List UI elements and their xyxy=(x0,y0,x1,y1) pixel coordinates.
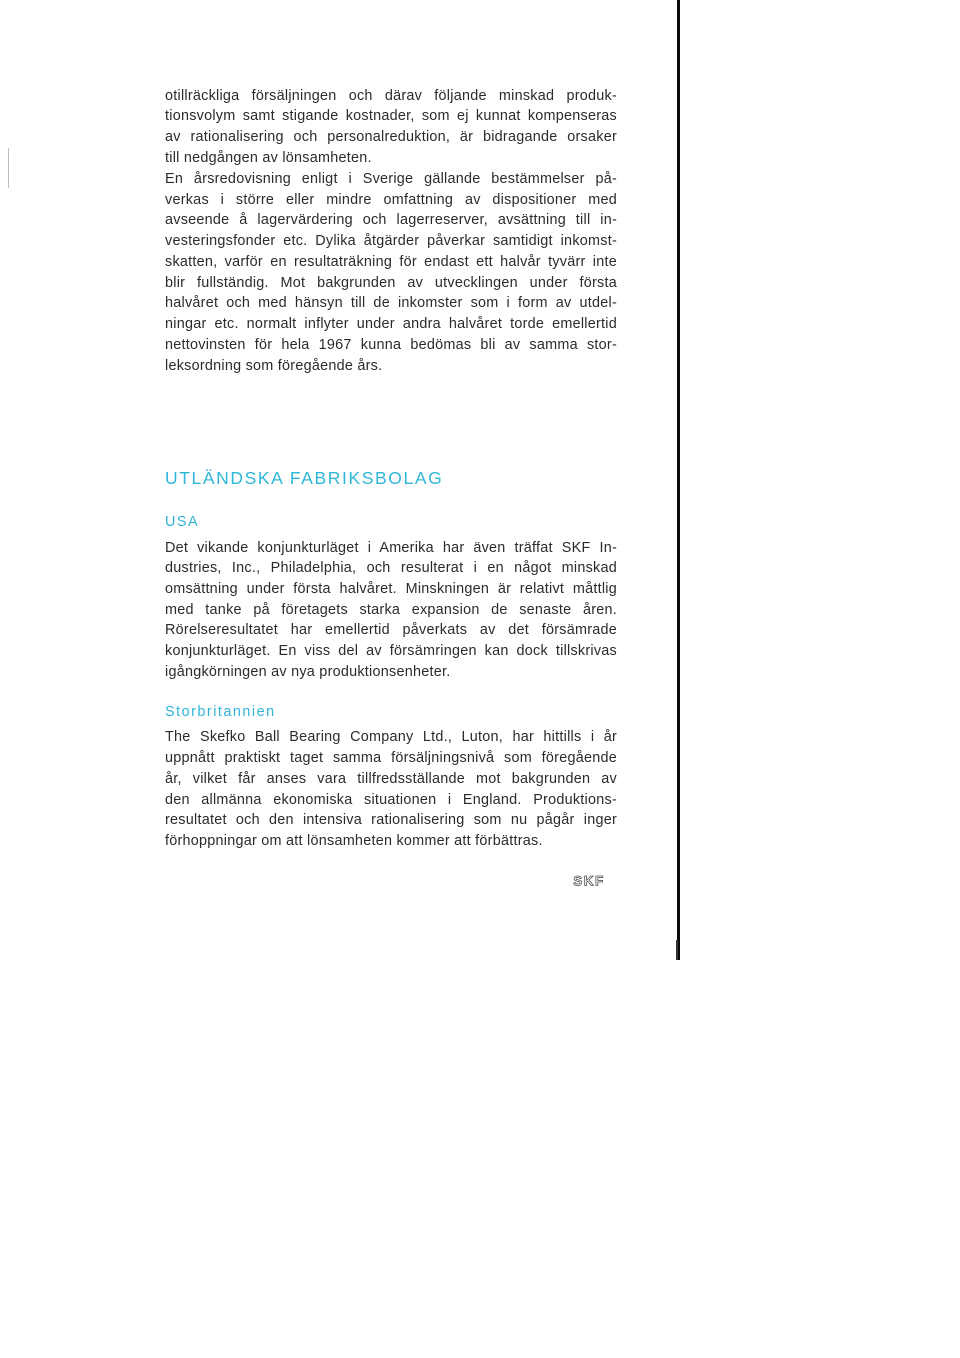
text-line: halvåret och med hänsyn till de inkomster som i form av utdel- xyxy=(165,295,617,311)
text-line: verkas i större eller mindre omfattning av dispositioner med xyxy=(165,192,617,208)
text-line: blir fullständig. Mot bakgrunden av utvecklingen under första xyxy=(165,275,617,291)
text-line: av rationalisering och personalreduktion, är bidragande orsaker xyxy=(165,129,617,145)
text-line: avseende å lagervärdering och lagerreserver, avsättning till in- xyxy=(165,212,617,228)
text-line: leksordning som föregående års. xyxy=(165,358,383,374)
text-line: skatten, varför en resultaträkning för endast ett halvår tyvärr inte xyxy=(165,254,617,270)
text-line: En årsredovisning enligt i Sverige gällande bestämmelser på- xyxy=(165,171,617,187)
skf-logo-text: SKF xyxy=(573,873,605,888)
subheading-usa: USA xyxy=(165,514,200,530)
text-line: ningar etc. normalt inflyter under andra halvåret torde emellertid xyxy=(165,316,617,332)
text-line: The Skefko Ball Bearing Company Ltd., Luton, har hittills i år xyxy=(165,729,617,745)
section-heading: UTLÄNDSKA FABRIKSBOLAG xyxy=(165,468,444,488)
text-line: otillräckliga försäljningen och därav följande minskad produk- xyxy=(165,88,617,104)
text-line: tionsvolym samt stigande kostnader, som ej kunnat kompenseras xyxy=(165,108,617,124)
scan-margin-mark xyxy=(8,148,9,188)
text-line: omsättning under första halvåret. Minskningen är relativt måttlig xyxy=(165,581,617,597)
fold-line xyxy=(677,0,680,960)
subheading-storbritannien: Storbritannien xyxy=(165,704,276,720)
text-line: igångkörningen av nya produktionsenheter. xyxy=(165,664,451,680)
text-line: konjunkturläget. En viss del av försämringen kan dock tillskrivas xyxy=(165,643,617,659)
text-line: till nedgången av lönsamheten. xyxy=(165,150,372,166)
text-line: Det vikande konjunkturläget i Amerika har även träffat SKF In- xyxy=(165,540,617,556)
text-line: förhoppningar om att lönsamheten kommer att förbättras. xyxy=(165,833,543,849)
text-line: nettovinsten för hela 1967 kunna bedömas bli av samma stor- xyxy=(165,337,617,353)
text-line: uppnått praktiskt taget samma försäljningsnivå som föregående xyxy=(165,750,617,766)
text-line: Rörelseresultatet har emellertid påverkats av det försämrade xyxy=(165,622,617,638)
skf-logo xyxy=(563,873,615,888)
text-line: vesteringsfonder etc. Dylika åtgärder påverkar samtidigt inkomst- xyxy=(165,233,617,249)
text-line: år, vilket får anses vara tillfredsställande mot bakgrunden av xyxy=(165,771,617,787)
text-line: den allmänna ekonomiska situationen i England. Produktions- xyxy=(165,792,617,808)
text-line: resultatet och den intensiva rationalisering som nu pågår inger xyxy=(165,812,617,828)
fold-line-tail xyxy=(676,940,678,960)
text-line: med tanke på företagets starka expansion de senaste åren. xyxy=(165,602,617,618)
text-line: dustries, Inc., Philadelphia, och resulterat i en något minskad xyxy=(165,560,617,576)
